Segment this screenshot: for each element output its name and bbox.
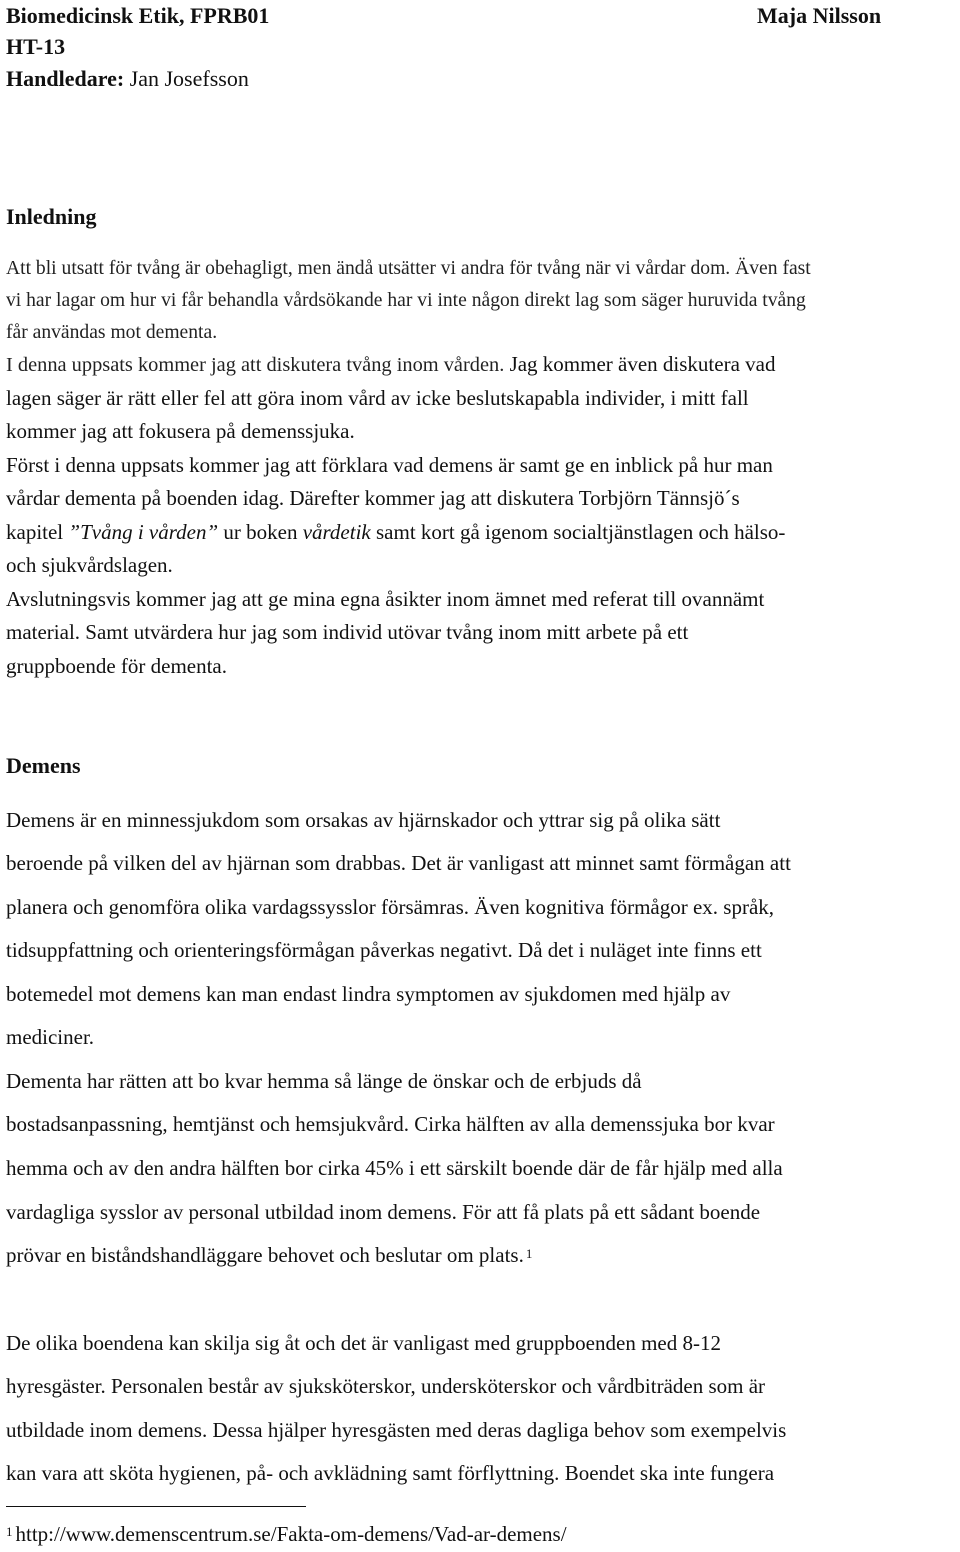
- sentence: Personalen består av sjuksköterskor, undersköterskor och vårdbiträden som är: [110, 1374, 766, 1398]
- paragraph-line: [6, 349, 775, 380]
- paragraph-line: mediciner.: [6, 1025, 95, 1049]
- sentence: I denna uppsats kommer jag att diskutera tvång inom vården.: [6, 354, 505, 376]
- paragraph-line: Först i denna uppsats kommer jag att förklara vad demens är samt ge en inblick på hur man: [6, 453, 773, 477]
- sentence: Även kognitiva förmågor ex. språk,: [474, 895, 775, 919]
- sentence: Då det i nuläget inte finns ett: [518, 938, 762, 962]
- paragraph-line: får användas mot dementa.: [6, 322, 218, 343]
- supervisor-label: Handledare:: [6, 66, 125, 91]
- paragraph-line: [6, 1197, 760, 1227]
- paragraph-line: Avslutningsvis kommer jag att ge mina egna åsikter inom ämnet med referat till ovannämt: [6, 587, 765, 611]
- paragraph-line: kommer jag att fokusera på demenssjuka.: [6, 419, 355, 443]
- paragraph-line: [6, 1109, 775, 1139]
- sentence: hyresgäster.: [6, 1374, 106, 1398]
- supervisor-line: [6, 63, 249, 95]
- sentence: vardagliga sysslor av personal utbildad inom demens.: [6, 1200, 457, 1224]
- sentence: planera och genomföra olika vardagssysslor försämras.: [6, 895, 470, 919]
- sentence: bostadsanpassning, hemtjänst och hemsjukvård.: [6, 1112, 410, 1136]
- paragraph-line: botemedel mot demens kan man endast lindra symptomen av sjukdomen med hjälp av: [6, 982, 731, 1006]
- paragraph-line: Demens är en minnessjukdom som orsakas av hjärnskador och yttrar sig på olika sätt: [6, 808, 721, 832]
- section-heading-demens: Demens: [6, 753, 81, 778]
- sentence: Det är vanligast att minnet samt förmågan att: [411, 851, 791, 875]
- sentence: Därefter kommer jag att diskutera Torbjörn Tännsjö´s: [289, 486, 740, 510]
- paragraph-line: gruppboende för dementa.: [6, 654, 228, 678]
- author-name: Maja Nilsson: [757, 3, 882, 28]
- sentence: Jag kommer även diskutera vad: [509, 352, 776, 376]
- footnote-number: 1: [6, 1524, 13, 1539]
- sentence: utbildade inom demens.: [6, 1418, 208, 1442]
- sentence: Dessa hjälper hyresgästen med deras dagliga behov som exempelvis: [212, 1418, 787, 1442]
- sentence: Boendet ska inte fungera: [564, 1461, 775, 1485]
- paragraph-line: [6, 1240, 532, 1273]
- text-run: samt kort gå igenom socialtjänstlagen och hälso-: [376, 520, 786, 544]
- paragraph-line: [6, 1415, 786, 1445]
- sentence: vårdar dementa på boenden idag.: [6, 486, 285, 510]
- sentence: material.: [6, 620, 81, 644]
- text-run: kapitel: [6, 520, 64, 544]
- chapter-title: ”Tvång i vården”: [68, 520, 219, 544]
- paragraph-line: vi har lagar om hur vi får behandla vårdsökande har vi inte någon direkt lag som säger huruvida tvång: [6, 290, 806, 311]
- footnote-reference: 1: [525, 1246, 533, 1261]
- paragraph-line: Att bli utsatt för tvång är obehagligt, men ändå utsätter vi andra för tvång när vi vårdar dom. Även fast: [6, 258, 811, 279]
- footnote-separator: [6, 1506, 306, 1507]
- footnote: [6, 1519, 567, 1552]
- paragraph-line: [6, 935, 762, 965]
- paragraph-line: Dementa har rätten att bo kvar hemma så länge de önskar och de erbjuds då: [6, 1069, 642, 1093]
- paragraph-line: hemma och av den andra hälften bor cirka 45% i ett särskilt boende där de får hjälp med alla: [6, 1156, 783, 1180]
- paragraph-line: lagen säger är rätt eller fel att göra inom vård av icke beslutskapabla individer, i mitt fall: [6, 386, 749, 410]
- supervisor-name: Jan Josefsson: [129, 66, 249, 91]
- sentence: kan vara att sköta hygienen, på- och avklädning samt förflyttning.: [6, 1461, 560, 1485]
- paragraph-line: [6, 1371, 765, 1401]
- sentence: beroende på vilken del av hjärnan som drabbas.: [6, 851, 407, 875]
- paragraph-line: [6, 483, 740, 513]
- sentence: Cirka hälften av alla demenssjuka bor kvar: [414, 1112, 775, 1136]
- paragraph-line: [6, 892, 774, 922]
- paragraph-line: De olika boendena kan skilja sig åt och det är vanligast med gruppboenden med 8-12: [6, 1331, 721, 1355]
- course-title: Biomedicinsk Etik, FPRB01: [6, 3, 270, 28]
- footnote-link[interactable]: http://www.demenscentrum.se/Fakta-om-demens/Vad-ar-demens/: [15, 1522, 567, 1546]
- paragraph-line: [6, 1458, 774, 1488]
- paragraph-line: [6, 617, 688, 647]
- text-run: ur boken: [223, 520, 298, 544]
- sentence: prövar en biståndshandläggare behovet och beslutar om plats.: [6, 1243, 524, 1267]
- paragraph-line: [6, 848, 791, 878]
- paragraph-line: och sjukvårdslagen.: [6, 553, 173, 577]
- sentence: tidsuppfattning och orienteringsförmågan påverkas negativt.: [6, 938, 513, 962]
- sentence: Samt utvärdera hur jag som individ utövar tvång inom mitt arbete på ett: [85, 620, 689, 644]
- sentence: För att få plats på ett sådant boende: [462, 1200, 761, 1224]
- term-label: HT-13: [6, 34, 66, 59]
- section-heading-inledning: Inledning: [6, 204, 97, 229]
- book-title: vårdetik: [302, 520, 371, 544]
- paragraph-line: [6, 517, 785, 547]
